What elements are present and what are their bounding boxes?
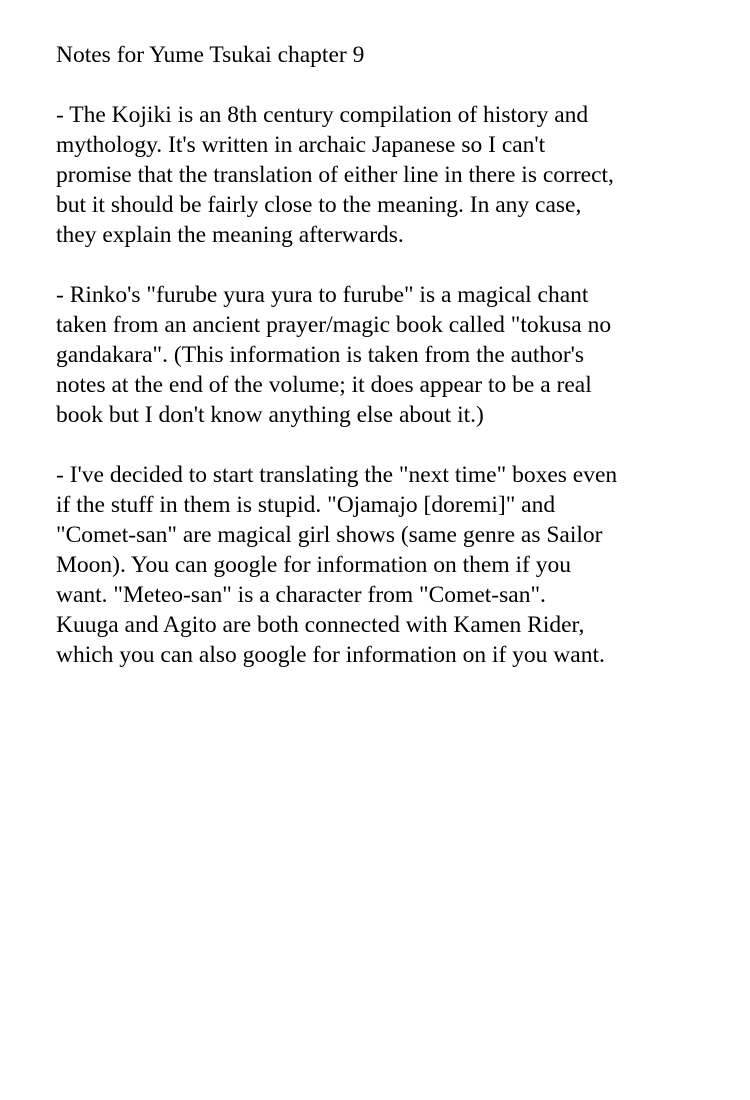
note-furube-chant: - Rinko's "furube yura yura to furube" is a magical chant taken from an ancient prayer/magic book called "tokusa no gandakara". (This information is taken from the author's notes at the end of the volume; it does appear to be a real book but I don't know anything else about it.) (56, 282, 612, 428)
document-title: Notes for Yume Tsukai chapter 9 (56, 42, 365, 68)
note-kojiki: - The Kojiki is an 8th century compilation of history and mythology. It's written in archaic Japanese so I can't promise that the translation of either line in there is correct, but it should be fairly close to the meaning. In any case, they explain the meaning afterwards. (56, 102, 614, 248)
document-page (56, 40, 716, 700)
note-next-time-boxes: - I've decided to start translating the "next time" boxes even if the stuff in them is stupid. "Ojamajo [doremi]" and "Comet-san" are magical girl shows (same genre as Sailor Moon). You can google for information on them if you want. "Meteo-san" is a character from "Comet-san". Kuuga and Agito are both connected with Kamen Rider, which you can also google for information on if you want. (56, 462, 618, 668)
